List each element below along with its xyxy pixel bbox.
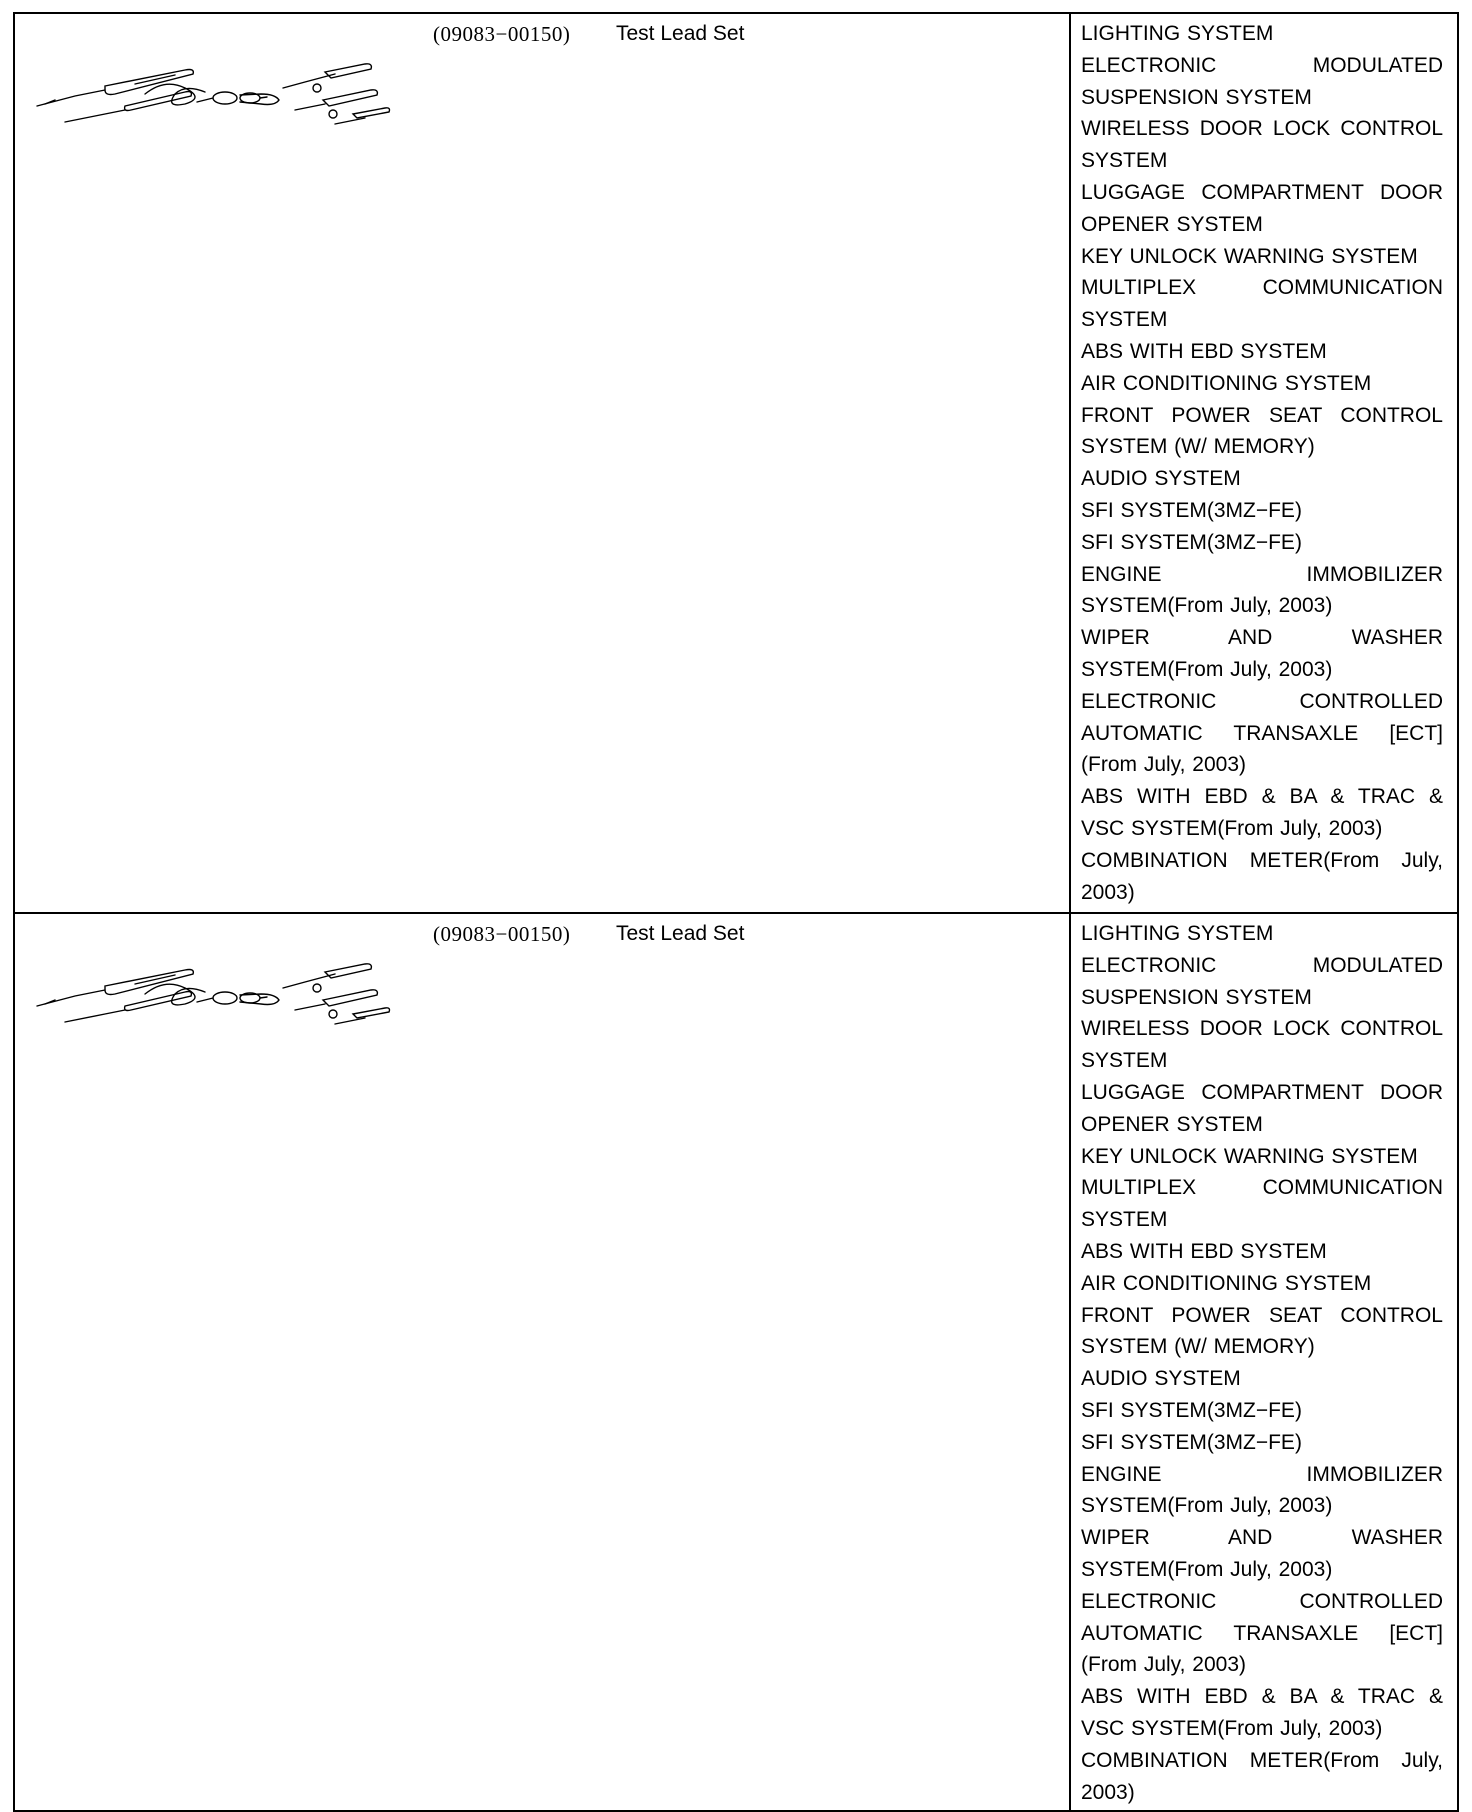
system-item: SFI SYSTEM(3MZ−FE) bbox=[1081, 1398, 1302, 1422]
system-item: FRONT POWER SEAT CONTROL SYSTEM (W/ MEMORY) bbox=[1081, 1303, 1443, 1359]
tool-name: Test Lead Set bbox=[616, 922, 745, 945]
tool-cell bbox=[14, 913, 1070, 1811]
system-item: AUDIO SYSTEM bbox=[1081, 467, 1241, 491]
system-item: SFI SYSTEM(3MZ−FE) bbox=[1081, 530, 1302, 554]
system-item: FRONT POWER SEAT CONTROL SYSTEM (W/ MEMORY) bbox=[1081, 403, 1443, 459]
system-item: KEY UNLOCK WARNING SYSTEM bbox=[1081, 244, 1418, 268]
applicable-systems-list bbox=[1071, 914, 1457, 1808]
system-item: WIPER AND WASHER SYSTEM(From July, 2003) bbox=[1081, 626, 1443, 681]
tool-row bbox=[14, 913, 1458, 1811]
system-item: LUGGAGE COMPARTMENT DOOR OPENER SYSTEM bbox=[1081, 180, 1443, 236]
system-item: SFI SYSTEM(3MZ−FE) bbox=[1081, 1430, 1302, 1454]
part-number: (09083−00150) bbox=[433, 922, 571, 946]
system-item: MULTIPLEX COMMUNICATION SYSTEM bbox=[1081, 1176, 1443, 1232]
system-item: WIPER AND WASHER SYSTEM(From July, 2003) bbox=[1081, 1526, 1443, 1581]
test-lead-set-icon bbox=[35, 948, 397, 1028]
system-item: ENGINE IMMOBILIZER SYSTEM(From July, 2003) bbox=[1081, 562, 1443, 618]
system-item: COMBINATION METER(From July, 2003) bbox=[1081, 1748, 1443, 1804]
system-item: AUDIO SYSTEM bbox=[1081, 1367, 1241, 1391]
system-item: ELECTRONIC MODULATED SUSPENSION SYSTEM bbox=[1081, 53, 1443, 109]
system-item: ABS WITH EBD SYSTEM bbox=[1081, 1239, 1327, 1263]
system-item: WIRELESS DOOR LOCK CONTROL SYSTEM bbox=[1081, 117, 1443, 173]
test-lead-set-icon bbox=[35, 48, 397, 128]
system-item: ELECTRONIC CONTROLLED AUTOMATIC TRANSAXLE [ECT](From July, 2003) bbox=[1081, 689, 1443, 777]
special-service-tools-table bbox=[13, 12, 1459, 1812]
system-item: COMBINATION METER(From July, 2003) bbox=[1081, 848, 1443, 904]
system-item: ABS WITH EBD SYSTEM bbox=[1081, 339, 1327, 363]
applicable-systems-list bbox=[1071, 14, 1457, 908]
system-item: SFI SYSTEM(3MZ−FE) bbox=[1081, 498, 1302, 522]
applicable-systems-cell bbox=[1070, 913, 1458, 1811]
system-item: ABS WITH EBD & BA & TRAC & VSC SYSTEM(From July, 2003) bbox=[1081, 785, 1443, 840]
tool-cell bbox=[14, 13, 1070, 913]
part-number: (09083−00150) bbox=[433, 22, 571, 46]
system-item: AIR CONDITIONING SYSTEM bbox=[1081, 371, 1372, 395]
system-item: LIGHTING SYSTEM bbox=[1081, 22, 1274, 45]
system-item: AIR CONDITIONING SYSTEM bbox=[1081, 1271, 1372, 1295]
system-item: MULTIPLEX COMMUNICATION SYSTEM bbox=[1081, 276, 1443, 332]
system-item: WIRELESS DOOR LOCK CONTROL SYSTEM bbox=[1081, 1017, 1443, 1073]
system-item: LUGGAGE COMPARTMENT DOOR OPENER SYSTEM bbox=[1081, 1080, 1443, 1136]
system-item: KEY UNLOCK WARNING SYSTEM bbox=[1081, 1144, 1418, 1168]
applicable-systems-cell bbox=[1070, 13, 1458, 913]
system-item: ENGINE IMMOBILIZER SYSTEM(From July, 2003) bbox=[1081, 1462, 1443, 1518]
tool-row bbox=[14, 13, 1458, 913]
system-item: ABS WITH EBD & BA & TRAC & VSC SYSTEM(From July, 2003) bbox=[1081, 1685, 1443, 1740]
tool-name: Test Lead Set bbox=[616, 22, 745, 45]
system-item: LIGHTING SYSTEM bbox=[1081, 922, 1274, 945]
system-item: ELECTRONIC MODULATED SUSPENSION SYSTEM bbox=[1081, 953, 1443, 1009]
system-item: ELECTRONIC CONTROLLED AUTOMATIC TRANSAXLE [ECT](From July, 2003) bbox=[1081, 1589, 1443, 1677]
